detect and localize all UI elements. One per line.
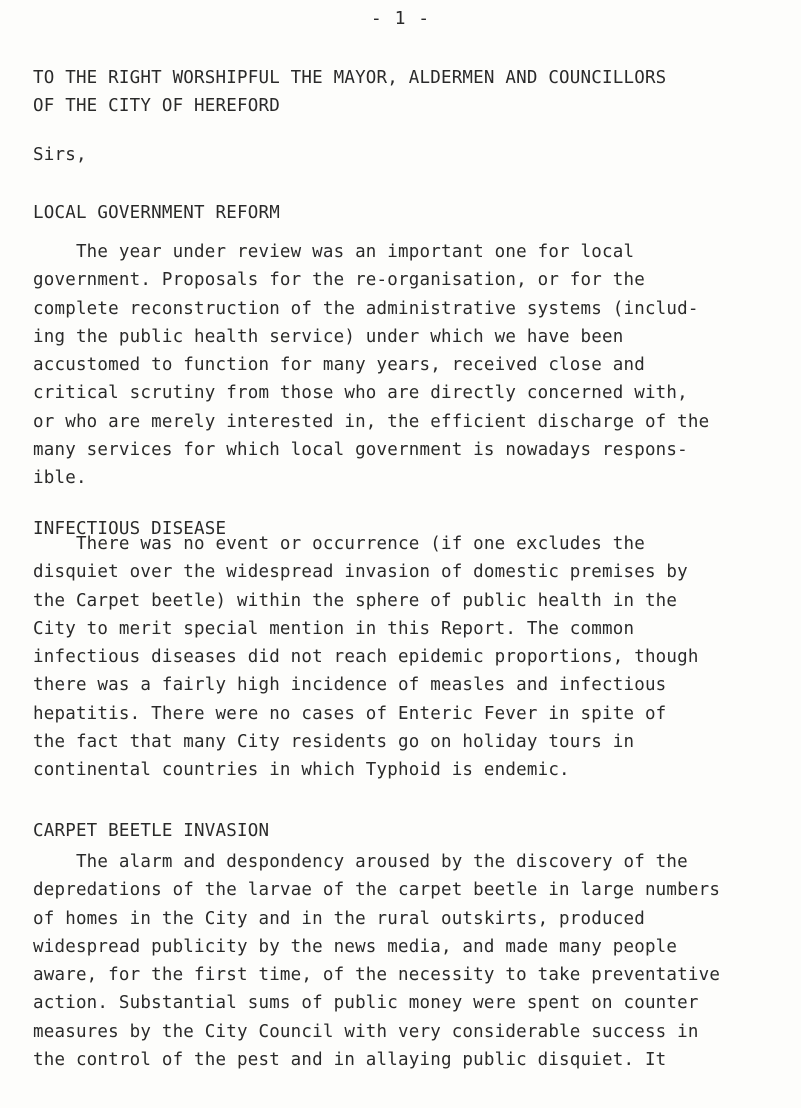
page-number: - 1 - bbox=[370, 8, 431, 29]
paragraph-line: widespread publicity by the news media, and made many people bbox=[33, 936, 678, 957]
paragraph-line: There was no event or occurrence (if one excludes the bbox=[33, 534, 645, 554]
paragraph-line: the Carpet beetle) within the sphere of public health in the bbox=[33, 590, 678, 611]
section-body-carpet-beetle-invasion bbox=[33, 848, 793, 1074]
paragraph-line: critical scrutiny from those who are directly concerned with, bbox=[33, 383, 688, 404]
paragraph-line: accustomed to function for many years, received close and bbox=[33, 355, 645, 376]
paragraph-line: continental countries in which Typhoid is endemic. bbox=[33, 760, 570, 781]
address-block bbox=[33, 64, 793, 121]
paragraph-line: disquiet over the widespread invasion of domestic premises by bbox=[33, 562, 688, 583]
paragraph-line: government. Proposals for the re-organisation, or for the bbox=[33, 270, 645, 291]
section-body-local-government-reform bbox=[33, 238, 793, 493]
salutation: Sirs, bbox=[33, 145, 87, 165]
address-line-2: OF THE CITY OF HEREFORD bbox=[33, 96, 280, 117]
paragraph-line: measures by the City Council with very considerable success in bbox=[33, 1021, 699, 1042]
paragraph-line: ing the public health service) under which we have been bbox=[33, 326, 624, 347]
paragraph-line: the control of the pest and in allaying public disquiet. It bbox=[33, 1050, 667, 1071]
paragraph-line: depredations of the larvae of the carpet beetle in large numbers bbox=[33, 880, 721, 901]
paragraph-line: action. Substantial sums of public money were spent on counter bbox=[33, 993, 699, 1014]
paragraph-line: The year under review was an important one for local bbox=[33, 242, 635, 262]
paragraph-line: infectious diseases did not reach epidemic proportions, though bbox=[33, 647, 699, 668]
paragraph-line: The alarm and despondency aroused by the discovery of the bbox=[33, 852, 688, 872]
section-body-infectious-disease bbox=[33, 530, 793, 785]
paragraph-line: City to merit special mention in this Report. The common bbox=[33, 618, 635, 639]
section-heading-carpet-beetle-invasion: CARPET BEETLE INVASION bbox=[33, 821, 270, 841]
paragraph-line: complete reconstruction of the administrative systems (includ- bbox=[33, 298, 699, 319]
paragraph-line: ible. bbox=[33, 468, 87, 489]
address-line-1: TO THE RIGHT WORSHIPFUL THE MAYOR, ALDERMEN AND COUNCILLORS bbox=[33, 68, 667, 88]
paragraph-line: many services for which local government is nowadays respons- bbox=[33, 440, 688, 461]
paragraph-line: aware, for the first time, of the necessity to take preventative bbox=[33, 965, 721, 986]
section-heading-local-government-reform: LOCAL GOVERNMENT REFORM bbox=[33, 203, 280, 223]
section-heading-infectious-disease: INFECTIOUS DISEASE bbox=[33, 519, 227, 539]
paragraph-line: or who are merely interested in, the efficient discharge of the bbox=[33, 411, 710, 432]
paragraph-line: hepatitis. There were no cases of Enteric Fever in spite of bbox=[33, 703, 667, 724]
paragraph-line: there was a fairly high incidence of measles and infectious bbox=[33, 675, 667, 696]
paragraph-line: the fact that many City residents go on holiday tours in bbox=[33, 732, 635, 753]
paragraph-line: of homes in the City and in the rural outskirts, produced bbox=[33, 908, 645, 929]
